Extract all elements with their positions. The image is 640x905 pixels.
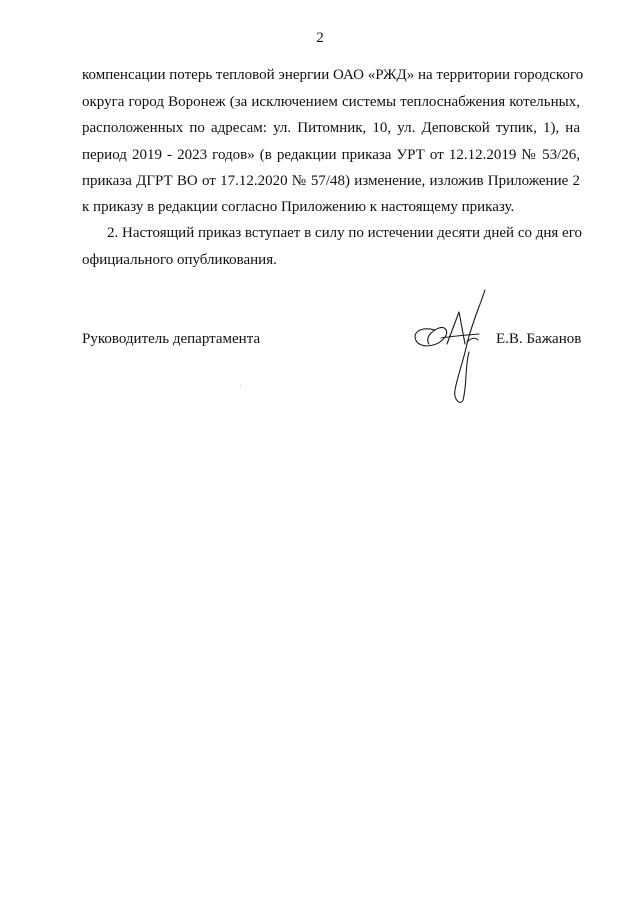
text-line: приказа ДГРТ ВО от 17.12.2020 № 57/48) изменение, изложив Приложение 2 <box>82 173 580 189</box>
signatory-title: Руководитель департамента <box>82 331 261 347</box>
scan-speck <box>240 385 241 386</box>
text-line: компенсации потерь тепловой энергии ОАО «РЖД» на территории городского <box>82 67 584 83</box>
signatory-name: Е.В. Бажанов <box>496 331 582 347</box>
text-line: к приказу в редакции согласно Приложению к настоящему приказу. <box>82 199 515 215</box>
text-line: официального опубликования. <box>82 252 277 268</box>
text-line: период 2019 - 2023 годов» (в редакции приказа УРТ от 12.12.2019 № 53/26, <box>82 147 580 163</box>
text-line: расположенных по адресам: ул. Питомник, 10, ул. Деповской тупик, 1), на <box>82 120 580 136</box>
text-line: округа город Воронеж (за исключением системы теплоснабжения котельных, <box>82 94 580 110</box>
text-line: 2. Настоящий приказ вступает в силу по истечении десяти дней со дня его <box>107 225 582 241</box>
page-number: 2 <box>316 30 324 46</box>
handwritten-signature <box>405 282 500 412</box>
